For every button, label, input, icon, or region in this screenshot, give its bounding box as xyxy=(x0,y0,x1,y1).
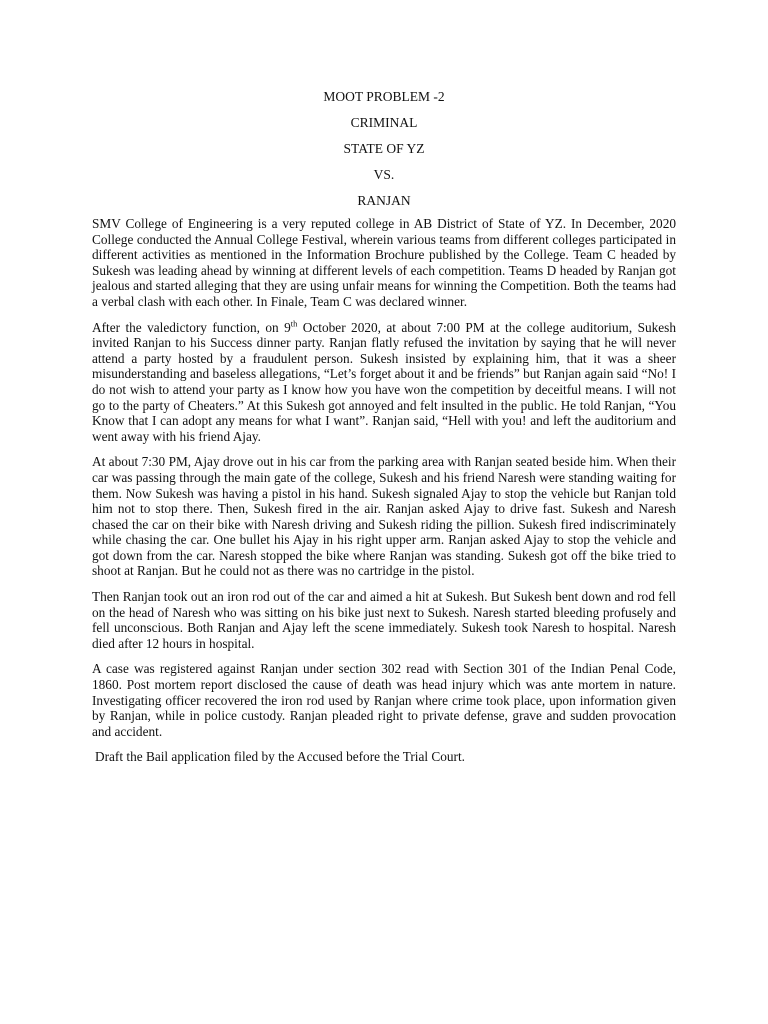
paragraph-case-registered: A case was registered against Ranjan under section 302 read with Section 301 of the Indian Penal Code, 1860. Post mortem report disclosed the cause of death was head injury which was ante mortem in nature. Investigating officer recovered the iron rod used by Ranjan where crime took place, upon information given by Ranjan, while in police custody. Ranjan pleaded right to private defense, grave and sudden provocation and accident. xyxy=(92,661,676,739)
paragraph-chase: At about 7:30 PM, Ajay drove out in his car from the parking area with Ranjan seated beside him. When their car was passing through the main gate of the college, Sukesh and his friend Naresh were standing waiting for them. Now Sukesh was having a pistol in his hand. Sukesh signaled Ajay to stop the vehicle but Ranjan told him not to stop there. Then, Sukesh fired in the air. Ranjan asked Ajay to drive fast. Sukesh and Naresh chased the car on their bike with Naresh driving and Sukesh riding the pillion. Sukesh fired indiscriminately while chasing the car. One bullet his Ajay in his right upper arm. Ranjan asked Ajay to stop the vehicle and got down from the car. Naresh stopped the bike where Ranjan was standing. Sukesh got off the bike tried to shoot at Ranjan. But he could not as there was no cartridge in the pistol. xyxy=(92,454,676,579)
paragraph-dinner-invitation xyxy=(92,320,676,445)
paragraph-iron-rod: Then Ranjan took out an iron rod out of the car and aimed a hit at Sukesh. But Sukesh bent down and rod fell on the head of Naresh who was sitting on his bike just next to Sukesh. Naresh started bleeding profusely and fell unconscious. Both Ranjan and Ajay left the scene immediately. Sukesh took Naresh to hospital. Naresh died after 12 hours in hospital. xyxy=(92,589,676,651)
paragraph-background: SMV College of Engineering is a very reputed college in AB District of State of YZ. In December, 2020 College conducted the Annual College Festival, wherein various teams from different colleges participated in different activities as mentioned in the Information Brochure published by the College. Team C headed by Sukesh was leading ahead by winning at different levels of each competition. Teams D headed by Ranjan got jealous and started alleging that they are using unfair means for winning the Competition. Both the teams had a verbal clash with each other. In Finale, Team C was declared winner. xyxy=(92,216,676,309)
title-state: STATE OF YZ xyxy=(343,141,425,156)
title-accused: RANJAN xyxy=(357,193,411,208)
title-versus: VS. xyxy=(373,167,395,182)
paragraph-dinner-invitation-rest: October 2020, at about 7:00 PM at the college auditorium, Sukesh invited Ranjan to his Success dinner party. Ranjan flatly refused the invitation by saying that he will never attend a party hosted by a fraudulent person. Sukesh insisted by explaining him, that it was a sheer misunderstanding and baseless allegations, “Let’s forget about it and be friends” but Ranjan again said “No! I do not wish to attend your party as I know how you have won the competition by deceitful means. I will not go to the party of Cheaters.” At this Sukesh got annoyed and felt insulted in the public. He told Ranjan, “You Know that I can adopt any means for what I want”. Ranjan said, “Hell with you! and left the auditorium and went away with his friend Ajay. xyxy=(92,319,676,444)
ordinal-suffix: th xyxy=(290,318,298,329)
title-moot-problem: MOOT PROBLEM -2 xyxy=(323,89,445,104)
paragraph-task: Draft the Bail application filed by the Accused before the Trial Court. xyxy=(95,749,466,765)
paragraph-dinner-invitation-start: After the valedictory function, on 9 xyxy=(92,319,291,335)
document-body xyxy=(92,216,676,775)
title-criminal: CRIMINAL xyxy=(350,115,418,130)
